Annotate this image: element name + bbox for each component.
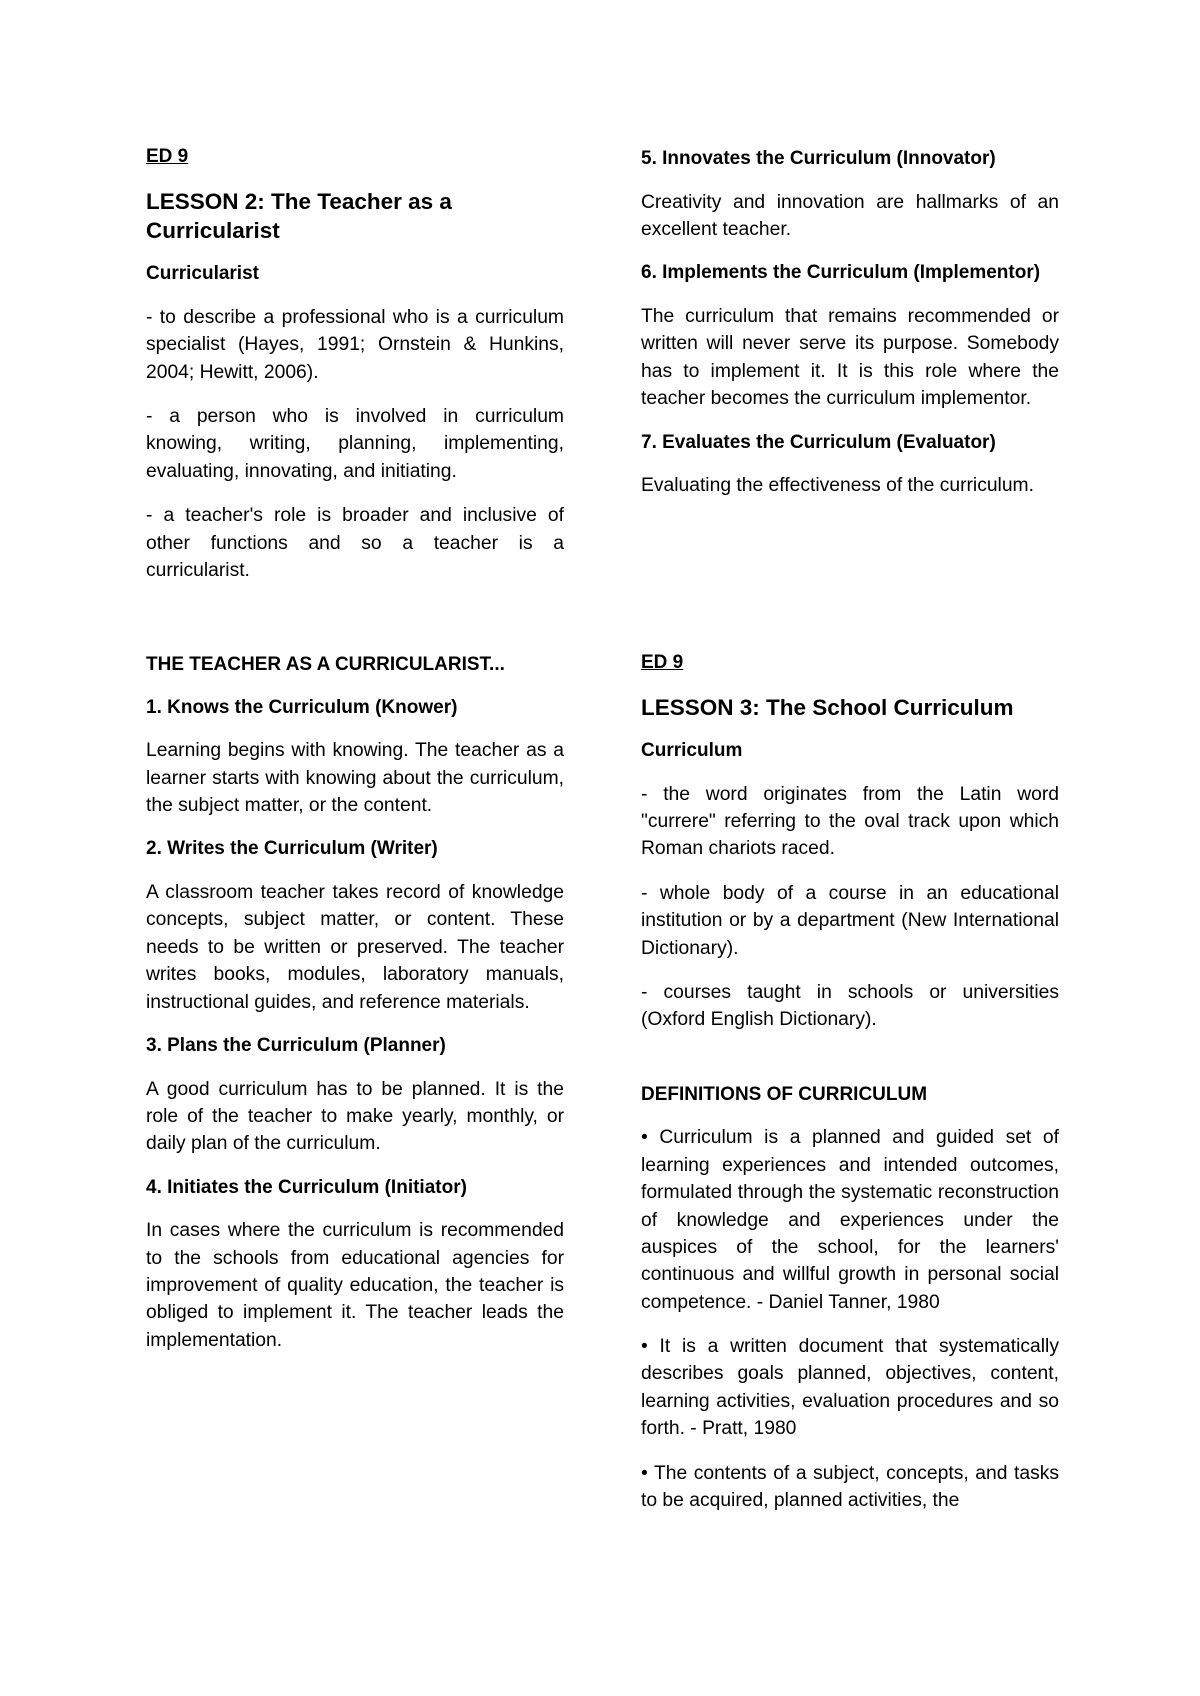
role-paragraph: In cases where the curriculum is recommended to the schools from educational agencies for improvement of quality education, the teacher is obliged to implement it. The teacher leads the implementation.: [146, 1220, 564, 1351]
teacher-roles-continued: [641, 146, 1059, 500]
quote-paragraph: • The contents of a subject, concepts, and tasks to be acquired, planned activities, the: [641, 1462, 1059, 1512]
definition-paragraph: - to describe a professional who is a curriculum specialist (Hayes, 1991; Ornstein & Hunkins, 2004; Hewitt, 2006).: [146, 306, 564, 383]
role-heading: 4. Initiates the Curriculum (Initiator): [146, 1176, 467, 1198]
role-paragraph: The curriculum that remains recommended or written will never serve its purpose. Somebody has to implement it. It is this role where the teacher becomes the curriculum implementor.: [641, 305, 1059, 410]
definition-paragraph: - whole body of a course in an educational institution or by a department (New International Dictionary).: [641, 882, 1059, 959]
section-heading: DEFINITIONS OF CURRICULUM: [641, 1083, 928, 1105]
term-heading: Curriculum: [641, 740, 743, 762]
course-code: ED 9: [641, 652, 684, 673]
role-paragraph: Learning begins with knowing. The teacher as a learner starts with knowing about the curriculum, the subject matter, or the content.: [146, 740, 564, 816]
role-paragraph: Evaluating the effectiveness of the curriculum.: [641, 475, 1034, 497]
section-heading: THE TEACHER AS A CURRICULARIST...: [146, 654, 505, 675]
role-paragraph: A classroom teacher takes record of knowledge concepts, subject matter, or content. These needs to be written or preserved. The teacher writes books, modules, laboratory manuals, instructional guides, and reference materials.: [146, 881, 564, 1013]
role-heading: 7. Evaluates the Curriculum (Evaluator): [641, 431, 996, 453]
quote-paragraph: • It is a written document that systematically describes goals planned, objectives, content, learning activities, evaluation procedures and so forth. - Pratt, 1980: [641, 1336, 1059, 1440]
role-heading: 3. Plans the Curriculum (Planner): [146, 1034, 446, 1056]
course-code: ED 9: [146, 146, 189, 167]
role-paragraph: Creativity and innovation are hallmarks of an excellent teacher.: [641, 191, 1059, 240]
lesson-title: LESSON 2: The Teacher as a Curricularist: [146, 188, 452, 244]
definition-paragraph: - the word originates from the Latin word "currere" referring to the oval track upon which Roman chariots raced.: [641, 783, 1059, 860]
role-paragraph: A good curriculum has to be planned. It is the role of the teacher to make yearly, monthly, or daily plan of the curriculum.: [146, 1078, 564, 1155]
term-heading: Curricularist: [146, 263, 259, 285]
lesson-3-intro: [641, 652, 1059, 1514]
definition-paragraph: - courses taught in schools or universities (Oxford English Dictionary).: [641, 981, 1059, 1031]
quote-paragraph: • Curriculum is a planned and guided set of learning experiences and intended outcomes, formulated through the systematic reconstruction of knowledge and experiences under the auspices of the school, for the learners' continuous and willful growth in personal social competence. - Daniel Tanner, 1980: [641, 1127, 1059, 1313]
role-heading: 6. Implements the Curriculum (Implementor): [641, 262, 1041, 284]
role-heading: 2. Writes the Curriculum (Writer): [146, 838, 438, 860]
teacher-roles: [146, 652, 564, 1354]
definition-paragraph: - a teacher's role is broader and inclusive of other functions and so a teacher is a curricularist.: [146, 505, 564, 582]
role-heading: 1. Knows the Curriculum (Knower): [146, 696, 458, 718]
lesson-title: LESSON 3: The School Curriculum: [641, 694, 1014, 720]
lesson-2-intro: [146, 146, 564, 584]
role-heading: 5. Innovates the Curriculum (Innovator): [641, 148, 996, 169]
definition-paragraph: - a person who is involved in curriculum knowing, writing, planning, implementing, evaluating, innovating, and initiating.: [146, 406, 564, 482]
